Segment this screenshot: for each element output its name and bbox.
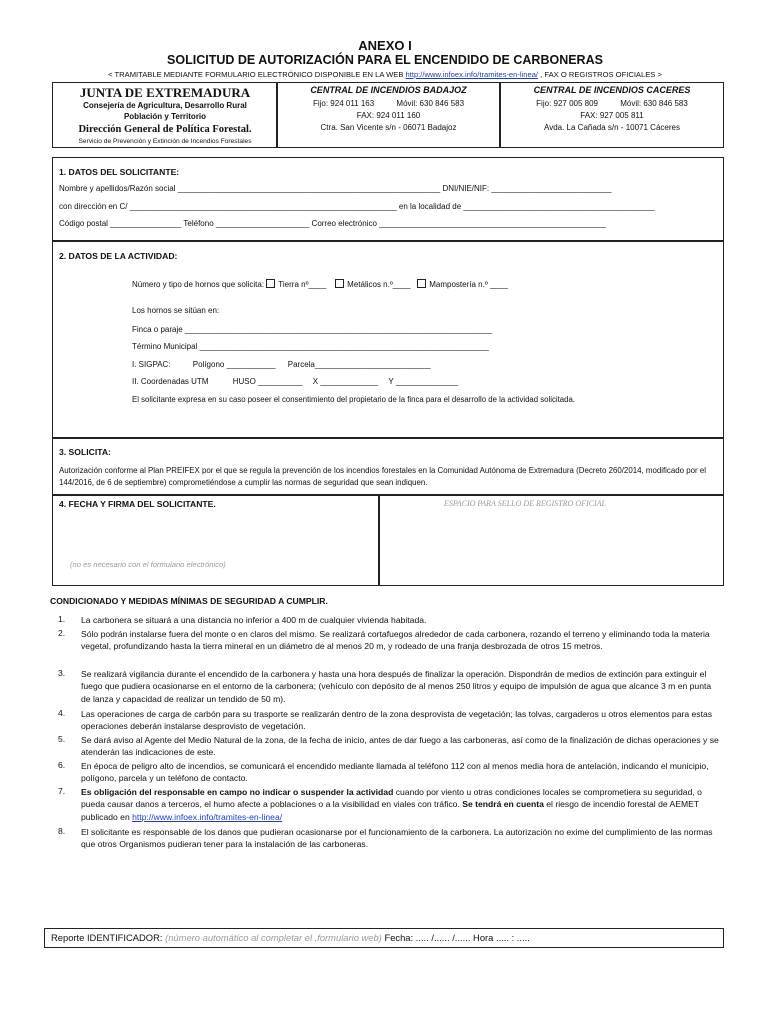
caceres-fax: FAX: 927 005 811	[580, 111, 644, 120]
form-subtitle	[0, 70, 770, 79]
applicant-name-line[interactable]: Nombre y apellidos/Razón social ___________________________________________________________ DNI/NIE/NIF: ___________________________	[59, 184, 612, 193]
caceres-title: CENTRAL DE INCENDIOS CACERES	[533, 85, 691, 95]
farm-line[interactable]: Finca o paraje _____________________________________________________________________	[132, 325, 492, 334]
section-divider-1	[52, 240, 724, 242]
cond-num-5: 5.	[58, 734, 66, 744]
cond7-bold-1: Es obligación del responsable en campo no indicar o suspender la actividad	[81, 787, 394, 797]
checkbox-tierra[interactable]	[266, 279, 275, 288]
section-divider-3	[52, 494, 724, 496]
footer-line	[51, 932, 530, 943]
badajoz-phones: Fijo: 924 011 163 Móvil: 630 846 583	[312, 99, 465, 108]
cond-text-2: Sólo podrán instalarse fuera del monte o en claros del mismo. Se realizará cortafuegos alrededor de cada carbonera, rozando el terreno y eliminando toda la materia vegetal, profundizando hasta la tierra mineral en un diámetro de al menos 20 m, y rodeado de una franja desbrozada de otros 15 metros.	[81, 629, 710, 652]
caceres-address: Avda. La Cañada s/n - 10071 Cáceres	[544, 123, 680, 132]
cond7-text-1: cuando por viento u otras condiciones locales se comprometiera su seguridad, o pueda causar danos a terceros, el humo afecte a poblaciones o a la visibilidad en viales con tráfico.	[81, 787, 702, 810]
section2-title: 2. DATOS DE LA ACTIVIDAD:	[59, 251, 178, 261]
utm-x[interactable]: X _____________	[312, 377, 379, 386]
cond-num-1: 1.	[58, 614, 66, 624]
utm-y[interactable]: Y ______________	[388, 377, 459, 386]
checkbox-metalicos[interactable]	[335, 279, 344, 288]
sigpac-label: I. SIGPAC:	[132, 360, 171, 369]
stamp-space: ESPACIO PARA SELLO DE REGISTRO OFICIAL	[444, 499, 606, 508]
cond-text-3: Se realizará vigilancia durante el encendido de la carbonera y hasta una hora después de finalizar la operación. Dispondrán de medios de extinción para extinguir el fuego que pudiera ocasionarse en el entorno de la carbonera; (vehículo con depósito de al menos 250 litros y equipo de impulsión de agua que alcance 3 m en punta de lanza y capacidad de realizar un tendido de 50 m).	[81, 669, 712, 704]
signature-note: (no es necesario con el formulario electrónico)	[70, 560, 226, 569]
cond-num-2: 2.	[58, 628, 66, 638]
consent-text: El solicitante expresa en su caso poseer el consentimiento del propietario de la finca para el desarrollo de la actividad solicitada.	[132, 395, 575, 404]
caceres-phones: Fijo: 927 005 809 Móvil: 630 846 583	[536, 99, 688, 108]
cond-text-1: La carbonera se situará a una distancia no inferior a 400 m de cualquier vivienda habitada.	[81, 615, 427, 625]
cond-num-4: 4.	[58, 708, 66, 718]
section-divider-2	[52, 437, 724, 439]
org-dept-1: Consejería de Agricultura, Desarrollo Rural	[83, 101, 247, 110]
cond7-bold-2: Se tendrá en cuenta	[462, 799, 544, 810]
section1-title: 1. DATOS DEL SOLICITANTE:	[59, 167, 180, 177]
cond-num-3: 3.	[58, 668, 66, 678]
ovens-label: Número y tipo de hornos que solicita:	[132, 280, 267, 289]
ovens-row	[132, 279, 508, 289]
applicant-address-line[interactable]: con dirección en C/ ____________________________________________________________ en la localidad de ___________________________________________	[59, 202, 655, 211]
section4-divider	[378, 494, 380, 586]
cond-text-6: En época de peligro alto de incendios, se comunicará el encendido mediante llamada al teléfono 112 con al menos media hora de antelación, indicando el municipio, polígono, parcela y un teléfono de contacto.	[81, 761, 709, 784]
utm-huso[interactable]: HUSO __________	[232, 377, 303, 386]
cond-num-7: 7.	[58, 786, 66, 796]
opt-metalicos: Metálicos n.º____	[347, 280, 411, 289]
footer-hour[interactable]: Hora ..... : .....	[473, 932, 530, 943]
cond7-text-2: el riesgo de incendio forestal de AEMET publicado en	[81, 799, 699, 822]
footer-placeholder: (número automático al completar el .formulario web)	[165, 932, 382, 943]
section3-text: Autorización conforme al Plan PREIFEX por el que se regula la prevención de los incendios forestales en la Comunidad Autónoma de Extremadura (Decreto 260/2014, modificado por el 144/2016, de 6 de septiembre) comprometiéndose a cumplir las normas de seguridad que sean indiquen.	[59, 466, 706, 487]
utm-row	[132, 377, 458, 386]
form-title: SOLICITUD DE AUTORIZACIÓN PARA EL ENCENDIDO DE CARBONERAS	[167, 53, 603, 67]
footer-date[interactable]: Fecha: ..... /...... /......	[381, 932, 474, 943]
opt-tierra: Tierra nº____	[278, 280, 327, 289]
ovens-located: Los hornos se sitúan en:	[132, 306, 220, 315]
sigpac-row	[132, 360, 431, 369]
checkbox-mamposteria[interactable]	[417, 279, 426, 288]
sigpac-poligono[interactable]: Polígono ___________	[192, 360, 276, 369]
org-name: JUNTA DE EXTREMADURA	[79, 85, 251, 100]
cond-text-5: Se dará aviso al Agente del Medio Natural de la zona, de la fecha de inicio, antes de dar fuego a las carboneras, así como de la finalización de dichas operaciones y se atenderán las indicaciones de este.	[81, 735, 719, 758]
applicant-contact-line[interactable]: Código postal ________________ Teléfono _____________________ Correo electrónico ___________________________________________________	[59, 219, 607, 228]
utm-label: II. Coordenadas UTM	[132, 377, 209, 386]
annex-title: ANEXO I	[358, 38, 412, 53]
org-direction: Dirección General de Política Forestal.	[78, 124, 252, 135]
sigpac-parcela[interactable]: Parcela__________________________	[287, 360, 431, 369]
cond-text-4: Las operaciones de carga de carbón para su trasporte se realizarán dentro de la zona desprovista de vegetación; las tolvas, cargaderos u otros elementos para estas operaciones deberán instalarse desprovisto de vegetación.	[81, 709, 713, 732]
conditions-title: CONDICIONADO Y MEDIDAS MÍNIMAS DE SEGURIDAD A CUMPLIR.	[50, 596, 328, 606]
cond7-link[interactable]: http://www.infoex.info/tramites-en-linea/	[132, 811, 283, 822]
cond-num-8: 8.	[58, 826, 66, 836]
opt-mamposteria: Mampostería n.º ____	[429, 280, 508, 289]
subtitle-suffix: , FAX O REGISTROS OFICIALES >	[538, 70, 662, 79]
section4-title: 4. FECHA Y FIRMA DEL SOLICITANTE.	[59, 499, 216, 509]
org-dept-2: Población y Territorio	[123, 112, 207, 121]
footer-label: Reporte IDENTIFICADOR:	[51, 932, 166, 943]
subtitle-prefix: < TRAMITABLE MEDIANTE FORMULARIO ELECTRÓNICO DISPONIBLE EN LA WEB	[108, 70, 406, 79]
cond-text-7	[81, 786, 721, 823]
municipality-line[interactable]: Término Municipal _________________________________________________________________	[132, 342, 489, 351]
badajoz-fax: FAX: 924 011 160	[356, 111, 421, 120]
badajoz-title: CENTRAL DE INCENDIOS BADAJOZ	[310, 85, 467, 95]
cond-text-8: El solicitante es responsable de los danos que pudieran ocasionarse por el funcionamiento de la carbonera. La autorización no exime del cumplimiento de las normas que otros Organismos pudieran tener para la instalación de las carboneras.	[81, 827, 713, 850]
cond-num-6: 6.	[58, 760, 66, 770]
section3-title: 3. SOLICITA:	[59, 447, 111, 457]
org-service: Servicio de Prevención y Extinción de Incendios Forestales	[78, 138, 252, 145]
badajoz-address: Ctra. San Vicente s/n - 06071 Badajoz	[320, 123, 457, 132]
subtitle-link[interactable]: http://www.infoex.info/tramites-en-linea/	[405, 70, 539, 79]
